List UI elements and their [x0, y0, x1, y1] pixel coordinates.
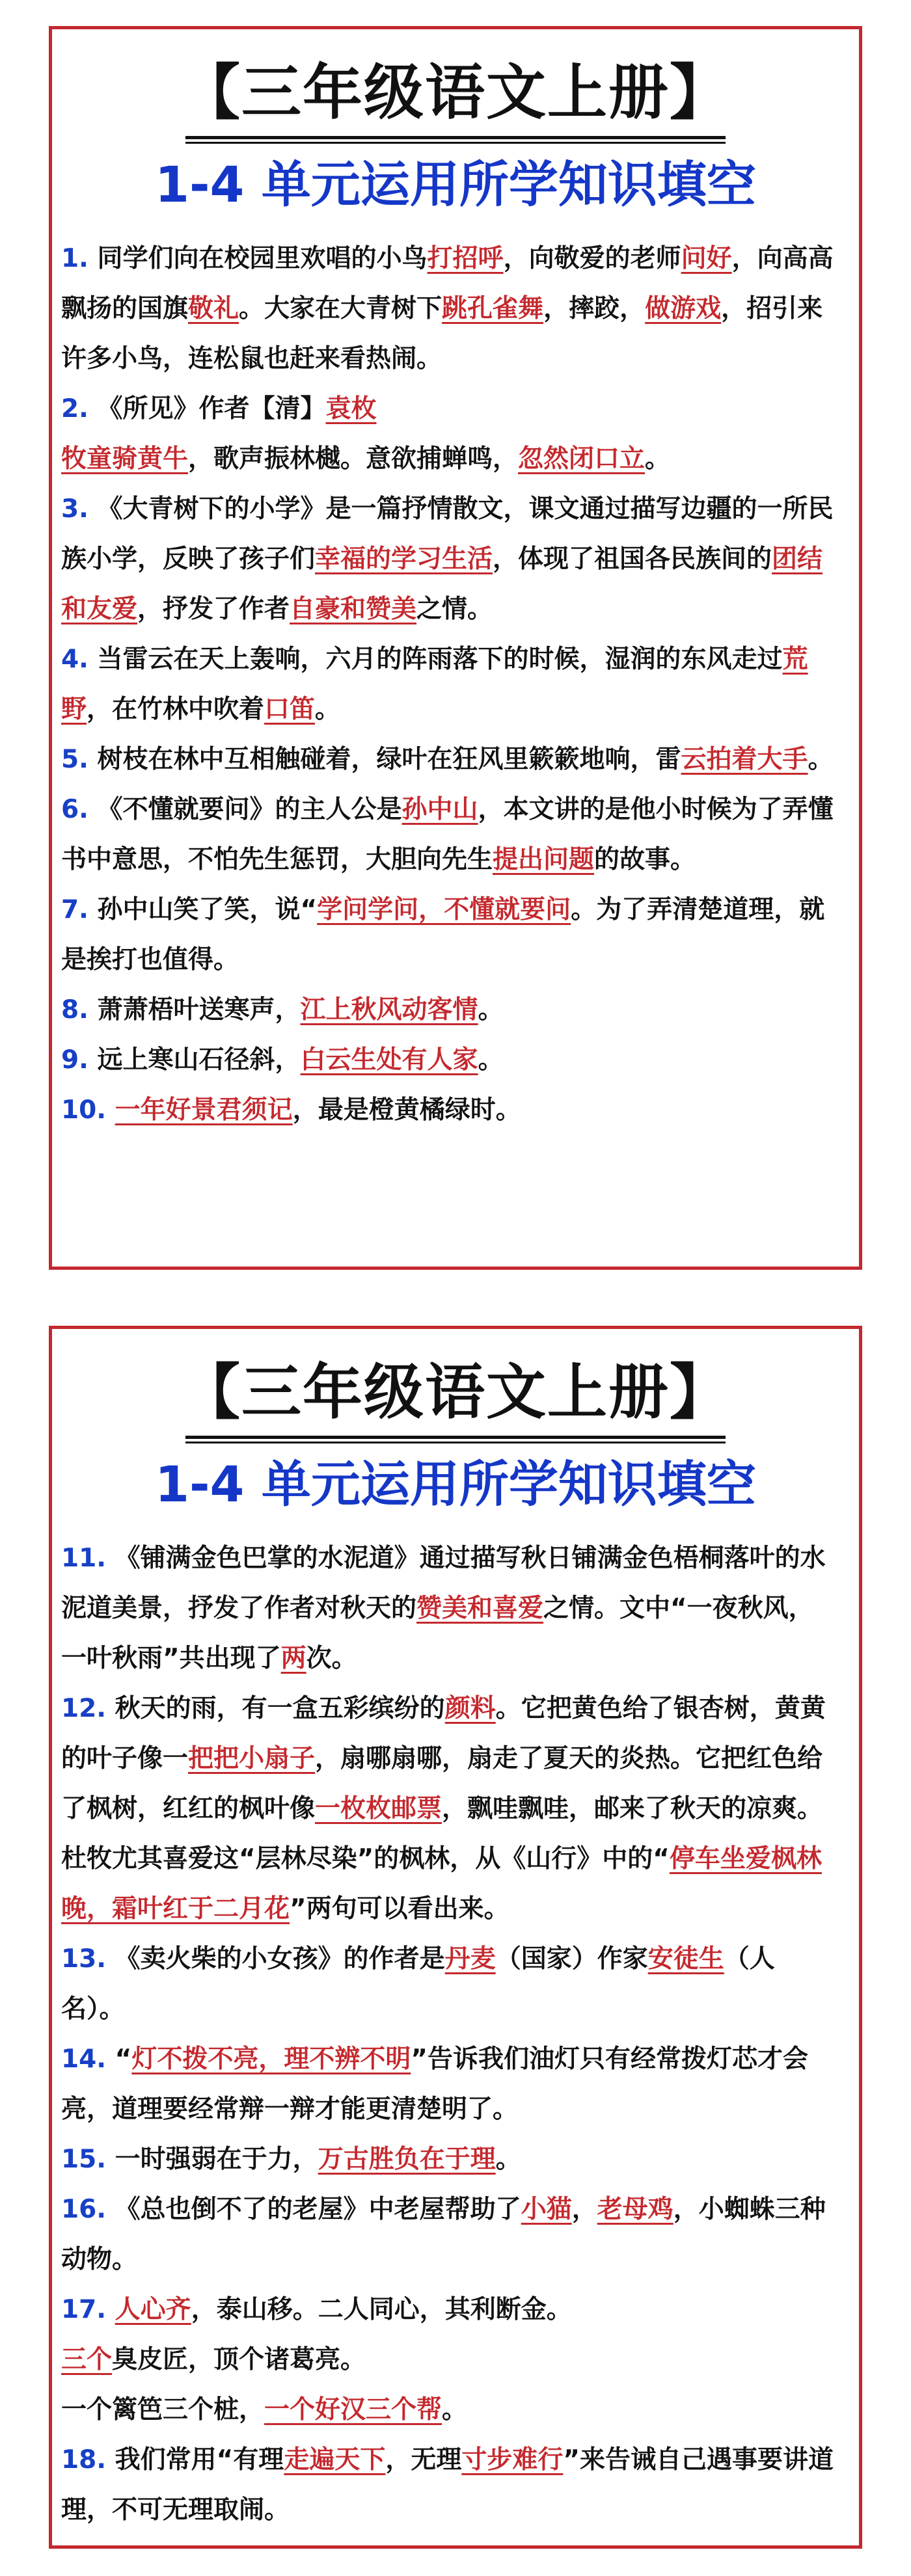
- list-item: [61, 885, 834, 985]
- item-text: 。: [808, 745, 834, 774]
- item-text: 同学们向在校园里欢唱的小鸟: [97, 244, 428, 273]
- item-list: [52, 234, 859, 1135]
- item-text: 萧萧梧叶送寒声，: [97, 995, 301, 1025]
- answer-text: 三个: [61, 2345, 113, 2374]
- item-number: 11.: [61, 1544, 115, 1573]
- answer-text: 灯不拨不亮，理不辨不明: [131, 2045, 411, 2074]
- item-text: 臭皮匠，顶个诸葛亮。: [112, 2345, 366, 2374]
- worksheet-subtitle: 1-4 单元运用所学知识填空: [155, 1455, 756, 1513]
- list-item: [61, 484, 834, 634]
- list-item: [61, 1934, 834, 2034]
- list-item: [61, 1684, 834, 1934]
- item-text: 《总也倒不了的老屋》中老屋帮助了: [115, 2195, 521, 2224]
- answer-text: 老母鸡: [597, 2195, 673, 2224]
- answer-text: 两: [280, 1644, 306, 1673]
- item-text: “: [115, 2045, 132, 2074]
- item-text: 树枝在林中互相触碰着，绿叶在狂风里簌簌地响，雷: [97, 745, 681, 774]
- item-number: 17.: [61, 2295, 115, 2324]
- answer-text: 寸步难行: [461, 2445, 564, 2475]
- item-number: 4.: [61, 645, 98, 674]
- list-item: [61, 2184, 834, 2285]
- answer-text: 自豪和赞美: [290, 595, 417, 624]
- worksheet-subtitle: 1-4 单元运用所学知识填空: [155, 155, 756, 213]
- item-text: （人名）。: [61, 1944, 775, 2024]
- list-item: [61, 434, 834, 484]
- list-item: [61, 2385, 834, 2435]
- answer-text: 把把小扇子: [188, 1744, 316, 1773]
- item-text: ，最是橙黄橘绿时。: [292, 1095, 521, 1125]
- item-number: 16.: [61, 2195, 115, 2224]
- list-item: [61, 1533, 834, 1684]
- answer-text: 一个好汉三个帮: [264, 2395, 442, 2424]
- item-number: 18.: [61, 2445, 115, 2475]
- list-item: [61, 2435, 834, 2535]
- worksheet-card-2: [49, 1326, 862, 2549]
- answer-text: 幸福的学习生活: [315, 544, 493, 574]
- title-underline: [185, 1436, 726, 1443]
- item-text: 《大青树下的小学》是一篇抒情散文，课文通过描写边疆的一所民族小学，反映了孩子们: [61, 494, 834, 574]
- list-item: [61, 2285, 834, 2335]
- item-text: ，体现了祖国各民族间的: [493, 544, 772, 574]
- item-text: 。: [478, 995, 504, 1025]
- item-number: 13.: [61, 1944, 115, 1974]
- item-text: ，无理: [385, 2445, 462, 2475]
- item-number: 7.: [61, 895, 98, 924]
- list-item: [61, 1085, 834, 1135]
- item-text: ”告诉我们油灯只有经常拨灯芯才会亮，道理要经常辩一辩才能更清楚明了。: [61, 2045, 808, 2124]
- item-text: ”来告诫自己遇事要讲道理，不可无理取闹。: [61, 2445, 834, 2525]
- answer-text: 跳孔雀舞: [442, 294, 544, 323]
- list-item: [61, 985, 834, 1035]
- item-text: ，泰山移。二人同心，其利断金。: [191, 2295, 572, 2324]
- answer-text: 江上秋风动客情: [300, 995, 478, 1025]
- item-text: ，飘哇飘哇，邮来了秋天的凉爽。杜牧尤其喜爱这“层林尽染”的枫林，从《山行》中的“: [61, 1794, 823, 1873]
- item-number: 9.: [61, 1045, 98, 1075]
- item-text: 秋天的雨，有一盒五彩缤纷的: [115, 1694, 445, 1723]
- item-text: ，在竹林中吹着: [87, 695, 265, 724]
- item-number: 14.: [61, 2045, 115, 2074]
- answer-text: 团结和友爱: [61, 544, 823, 624]
- answer-text: 万古胜负在于理: [318, 2145, 496, 2174]
- list-item: [61, 2134, 834, 2184]
- item-text: 之情。: [416, 595, 493, 624]
- list-item: [61, 2034, 834, 2134]
- item-text: 一时强弱在于力，: [115, 2145, 318, 2174]
- item-text: 《所见》作者【清】: [97, 394, 326, 423]
- item-number: 3.: [61, 494, 98, 524]
- item-text: 《卖火柴的小女孩》的作者是: [115, 1944, 445, 1974]
- answer-text: 牧童骑黄牛: [61, 444, 189, 474]
- item-text: 《不懂就要问》的主人公是: [97, 795, 402, 824]
- item-text: ，小蜘蛛三种动物。: [61, 2195, 826, 2274]
- item-text: 孙中山笑了笑，说“: [97, 895, 318, 924]
- item-text: 。: [315, 695, 341, 724]
- answer-text: 停车坐爱枫林晚，霜叶红于二月花: [61, 1844, 822, 1924]
- answer-text: 袁枚: [325, 394, 377, 423]
- answer-text: 一年好景君须记: [115, 1095, 293, 1125]
- item-text: 。: [442, 2395, 468, 2424]
- list-item: [61, 634, 834, 734]
- title-underline: [185, 136, 726, 144]
- item-number: 15.: [61, 2145, 115, 2174]
- worksheet-title: 【三年级语文上册】: [180, 1358, 731, 1427]
- item-text: 之情。文中“一夜秋风，一叶秋雨”共出现了: [61, 1594, 814, 1673]
- item-text: 《铺满金色巴掌的水泥道》通过描写秋日铺满金色梧桐落叶的水泥道美景，抒发了作者对秋天的: [61, 1544, 826, 1623]
- list-item: [61, 234, 834, 384]
- item-number: 5.: [61, 745, 98, 774]
- item-list: [52, 1533, 859, 2535]
- item-text: 一个篱笆三个桩，: [61, 2395, 265, 2424]
- answer-text: 敬礼: [188, 294, 239, 323]
- answer-text: 提出问题: [493, 845, 595, 874]
- item-text: 。: [645, 444, 671, 474]
- answer-text: 打招呼: [427, 244, 504, 273]
- item-text: ，抒发了作者: [137, 595, 290, 624]
- answer-text: 做游戏: [645, 294, 722, 323]
- list-item: [61, 384, 834, 434]
- item-text: 。为了弄清楚道理，就是挨打也值得。: [61, 895, 825, 974]
- item-number: 10.: [61, 1095, 115, 1125]
- item-text: ，摔跤，: [543, 294, 646, 323]
- item-text: ，歌声振林樾。意欲捕蝉鸣，: [188, 444, 519, 474]
- answer-text: 赞美和喜爱: [416, 1594, 544, 1623]
- item-text: 的故事。: [594, 845, 696, 874]
- list-item: [61, 1035, 834, 1085]
- item-text: ，扇哪扇哪，扇走了夏天的炎热。它把红色给了枫树，红红的枫叶像: [61, 1744, 823, 1823]
- item-text: 远上寒山石径斜，: [97, 1045, 301, 1075]
- item-number: 8.: [61, 995, 98, 1025]
- answer-text: 白云生处有人家: [300, 1045, 478, 1075]
- item-text: ，: [571, 2195, 597, 2224]
- answer-text: 颜料: [444, 1694, 496, 1723]
- answer-text: 学问学问，不懂就要问: [317, 895, 571, 924]
- item-text: 。: [478, 1045, 504, 1075]
- answer-text: 人心齐: [115, 2295, 191, 2324]
- answer-text: 孙中山: [401, 795, 478, 824]
- answer-text: 走遍天下: [284, 2445, 386, 2475]
- item-text: ，向高高飘扬的国旗: [61, 244, 834, 323]
- item-text: ，向敬爱的老师: [503, 244, 681, 273]
- item-text: 当雷云在天上轰响，六月的阵雨落下的时候，湿润的东风走过: [97, 645, 783, 674]
- item-number: 6.: [61, 795, 98, 824]
- worksheet-card-1: [49, 26, 862, 1270]
- item-text: 我们常用“有理: [115, 2445, 284, 2475]
- item-text: 。: [495, 2145, 521, 2174]
- list-item: [61, 2335, 834, 2385]
- item-number: 1.: [61, 244, 98, 273]
- item-text: ，本文讲的是他小时候为了弄懂书中意思，不怕先生惩罚，大胆向先生: [61, 795, 834, 874]
- list-item: [61, 734, 834, 785]
- answer-text: 口笛: [264, 695, 316, 724]
- list-item: [61, 785, 834, 885]
- answer-text: 小猫: [521, 2195, 572, 2224]
- item-text: ”两句可以看出来。: [290, 1894, 510, 1924]
- answer-text: 云拍着大手: [681, 745, 808, 774]
- item-text: 。它把黄色给了银杏树，黄黄的叶子像一: [61, 1694, 826, 1773]
- answer-text: 一枚枚邮票: [315, 1794, 442, 1823]
- answer-text: 荒野: [61, 645, 808, 724]
- answer-text: 丹麦: [444, 1944, 496, 1974]
- answer-text: 忽然闭口立: [518, 444, 646, 474]
- item-text: 次。: [306, 1644, 357, 1673]
- item-text: 。大家在大青树下: [239, 294, 442, 323]
- answer-text: 安徒生: [647, 1944, 724, 1974]
- item-text: ，招引来许多小鸟，连松鼠也赶来看热闹。: [61, 294, 823, 373]
- worksheet-title: 【三年级语文上册】: [180, 58, 731, 127]
- answer-text: 问好: [681, 244, 732, 273]
- item-number: 12.: [61, 1694, 115, 1723]
- item-text: （国家）作家: [495, 1944, 648, 1974]
- item-number: 2.: [61, 394, 98, 423]
